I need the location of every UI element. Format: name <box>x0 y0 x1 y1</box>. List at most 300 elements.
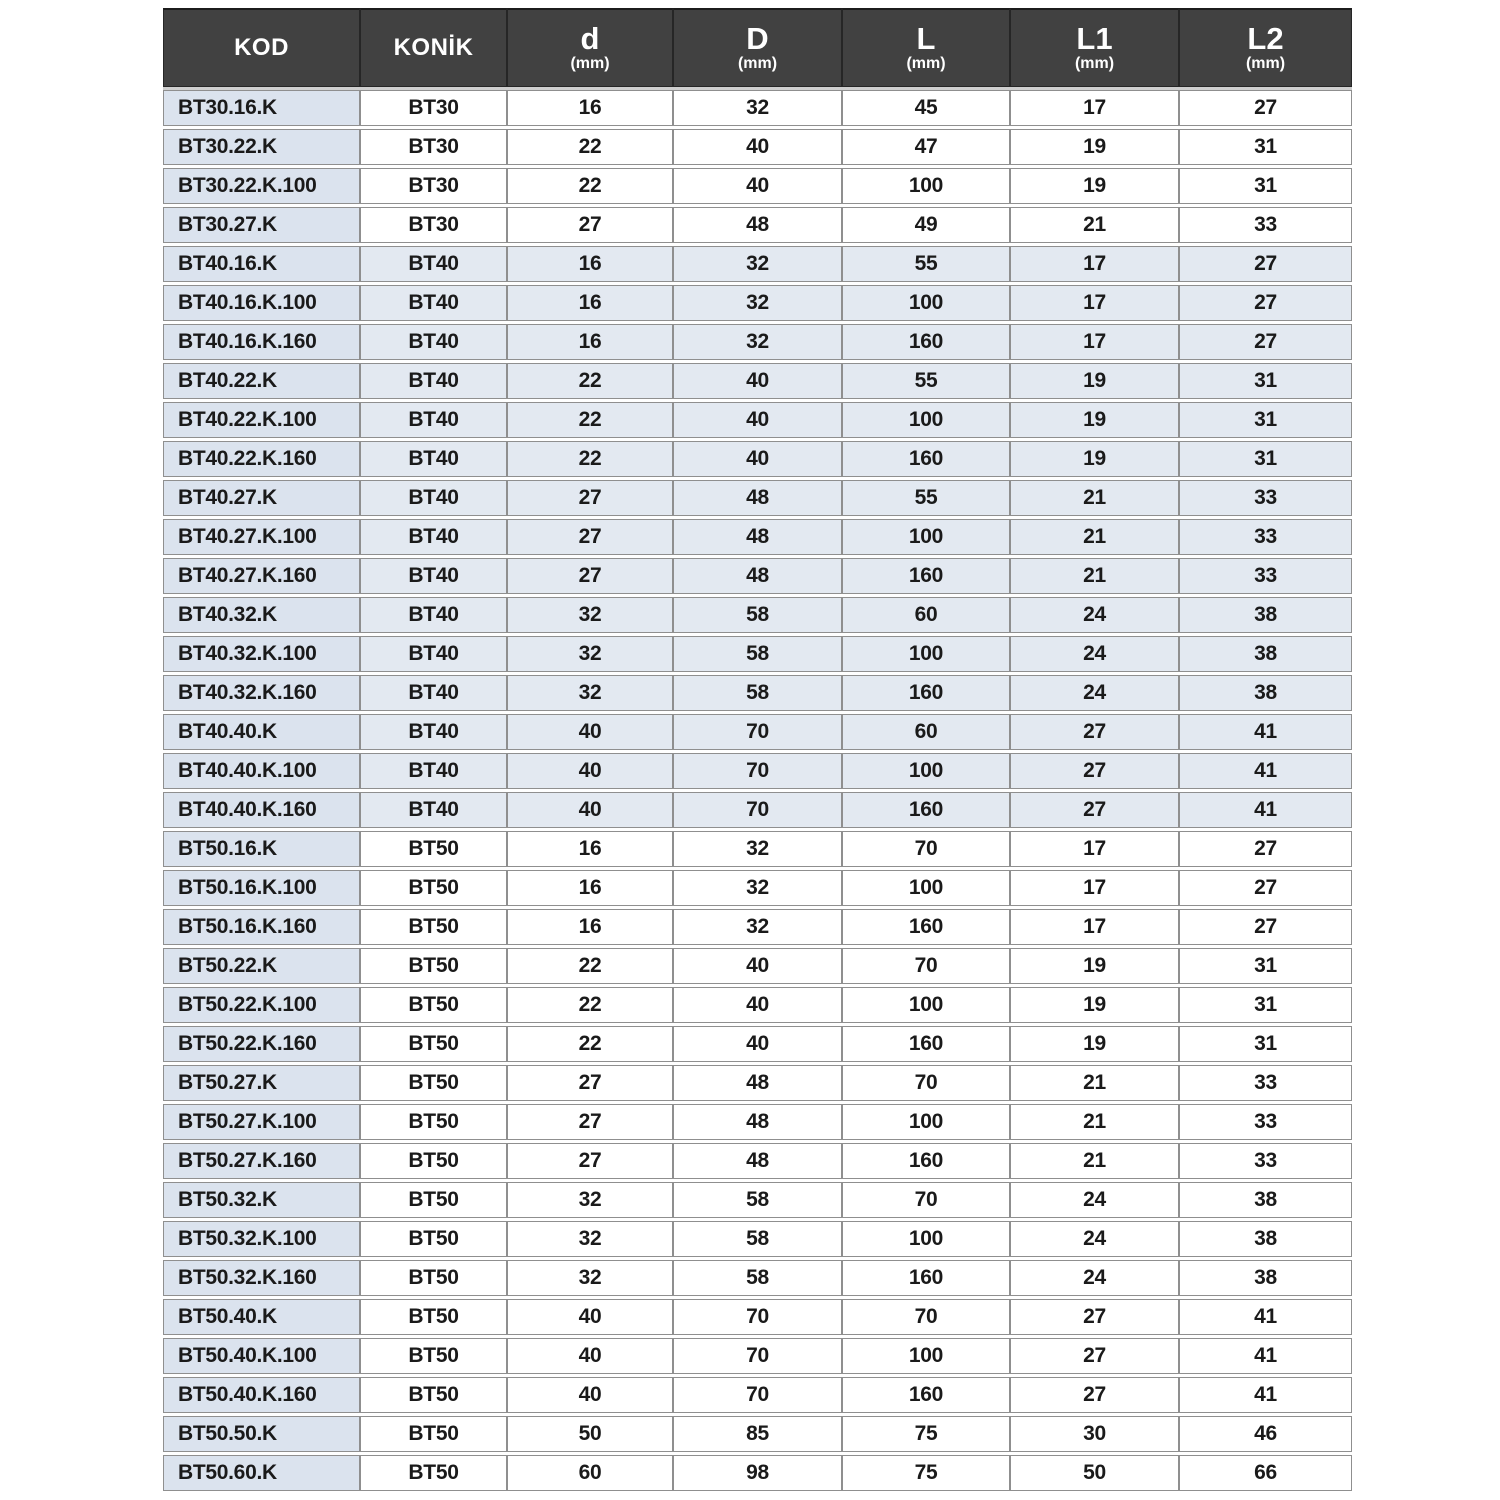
cell-kod: BT40.22.K <box>163 363 360 399</box>
col-header-label: L2 <box>1247 20 1284 56</box>
cell-konik: BT50 <box>360 1221 507 1257</box>
cell-L1: 17 <box>1010 90 1179 126</box>
cell-kod: BT40.32.K.100 <box>163 636 360 672</box>
cell-kod: BT50.40.K.100 <box>163 1338 360 1374</box>
cell-L: 47 <box>842 129 1010 165</box>
cell-d: 40 <box>507 1377 673 1413</box>
cell-L1: 17 <box>1010 324 1179 360</box>
cell-kod: BT50.22.K.160 <box>163 1026 360 1062</box>
cell-L2: 31 <box>1179 129 1352 165</box>
cell-L2: 33 <box>1179 558 1352 594</box>
cell-konik: BT40 <box>360 675 507 711</box>
cell-d: 32 <box>507 636 673 672</box>
cell-L1: 21 <box>1010 1065 1179 1101</box>
cell-L1: 27 <box>1010 1377 1179 1413</box>
cell-kod: BT40.16.K.160 <box>163 324 360 360</box>
cell-D: 40 <box>673 987 842 1023</box>
col-header-label: L1 <box>1076 20 1113 56</box>
cell-kod: BT50.32.K.160 <box>163 1260 360 1296</box>
cell-L2: 27 <box>1179 831 1352 867</box>
cell-D: 70 <box>673 1299 842 1335</box>
cell-kod: BT50.32.K.100 <box>163 1221 360 1257</box>
cell-L: 70 <box>842 1065 1010 1101</box>
cell-L2: 27 <box>1179 909 1352 945</box>
cell-L: 100 <box>842 753 1010 789</box>
cell-kod: BT50.50.K <box>163 1416 360 1452</box>
cell-L: 70 <box>842 831 1010 867</box>
cell-L2: 38 <box>1179 1260 1352 1296</box>
cell-L1: 27 <box>1010 1338 1179 1374</box>
table-row <box>163 558 1352 594</box>
cell-L1: 17 <box>1010 909 1179 945</box>
cell-L1: 21 <box>1010 558 1179 594</box>
cell-d: 40 <box>507 792 673 828</box>
cell-d: 22 <box>507 1026 673 1062</box>
cell-L2: 33 <box>1179 1104 1352 1140</box>
table-row <box>163 675 1352 711</box>
cell-d: 22 <box>507 168 673 204</box>
table-row <box>163 1065 1352 1101</box>
table-row <box>163 1104 1352 1140</box>
table-row <box>163 90 1352 126</box>
cell-D: 48 <box>673 480 842 516</box>
cell-kod: BT50.16.K.160 <box>163 909 360 945</box>
cell-d: 50 <box>507 1416 673 1452</box>
cell-kod: BT50.27.K.100 <box>163 1104 360 1140</box>
cell-L2: 27 <box>1179 285 1352 321</box>
cell-L: 70 <box>842 1182 1010 1218</box>
cell-D: 58 <box>673 1260 842 1296</box>
cell-kod: BT30.27.K <box>163 207 360 243</box>
cell-D: 40 <box>673 441 842 477</box>
cell-L: 45 <box>842 90 1010 126</box>
cell-L: 160 <box>842 1143 1010 1179</box>
cell-L1: 21 <box>1010 207 1179 243</box>
table-row <box>163 909 1352 945</box>
cell-kod: BT40.40.K.100 <box>163 753 360 789</box>
cell-L: 160 <box>842 441 1010 477</box>
cell-D: 48 <box>673 1143 842 1179</box>
table-row <box>163 363 1352 399</box>
cell-kod: BT50.22.K <box>163 948 360 984</box>
cell-L: 100 <box>842 870 1010 906</box>
col-header-unit: (mm) <box>570 54 610 72</box>
cell-L2: 33 <box>1179 1065 1352 1101</box>
cell-d: 40 <box>507 1299 673 1335</box>
table-row <box>163 1182 1352 1218</box>
cell-konik: BT50 <box>360 1182 507 1218</box>
table-row <box>163 129 1352 165</box>
cell-D: 70 <box>673 1338 842 1374</box>
cell-kod: BT50.40.K <box>163 1299 360 1335</box>
cell-kod: BT50.16.K.100 <box>163 870 360 906</box>
cell-konik: BT40 <box>360 753 507 789</box>
cell-konik: BT30 <box>360 90 507 126</box>
table-row <box>163 714 1352 750</box>
cell-konik: BT40 <box>360 285 507 321</box>
cell-d: 27 <box>507 1104 673 1140</box>
cell-D: 48 <box>673 519 842 555</box>
cell-L2: 27 <box>1179 324 1352 360</box>
col-header-label: KOD <box>234 34 289 61</box>
cell-L: 100 <box>842 402 1010 438</box>
cell-D: 58 <box>673 1221 842 1257</box>
cell-kod: BT40.16.K <box>163 246 360 282</box>
cell-kod: BT40.27.K.160 <box>163 558 360 594</box>
table-row <box>163 402 1352 438</box>
cell-konik: BT50 <box>360 1143 507 1179</box>
table-row <box>163 597 1352 633</box>
cell-L1: 24 <box>1010 1221 1179 1257</box>
cell-L2: 46 <box>1179 1416 1352 1452</box>
table-row <box>163 1026 1352 1062</box>
cell-L1: 27 <box>1010 714 1179 750</box>
col-header-unit: (mm) <box>737 54 778 72</box>
cell-L1: 27 <box>1010 792 1179 828</box>
table-row <box>163 753 1352 789</box>
cell-L1: 19 <box>1010 948 1179 984</box>
cell-L2: 41 <box>1179 1338 1352 1374</box>
cell-L2: 31 <box>1179 363 1352 399</box>
cell-konik: BT50 <box>360 1065 507 1101</box>
cell-L1: 19 <box>1010 129 1179 165</box>
cell-D: 48 <box>673 1065 842 1101</box>
cell-kod: BT40.27.K.100 <box>163 519 360 555</box>
cell-konik: BT50 <box>360 1377 507 1413</box>
cell-L2: 41 <box>1179 753 1352 789</box>
table-row <box>163 636 1352 672</box>
cell-L2: 27 <box>1179 870 1352 906</box>
cell-konik: BT50 <box>360 1299 507 1335</box>
cell-D: 32 <box>673 246 842 282</box>
cell-L1: 24 <box>1010 636 1179 672</box>
cell-d: 40 <box>507 714 673 750</box>
cell-L1: 17 <box>1010 285 1179 321</box>
cell-D: 40 <box>673 402 842 438</box>
cell-L2: 33 <box>1179 480 1352 516</box>
cell-L2: 38 <box>1179 675 1352 711</box>
cell-konik: BT40 <box>360 441 507 477</box>
cell-L1: 27 <box>1010 1299 1179 1335</box>
cell-L1: 17 <box>1010 870 1179 906</box>
cell-d: 60 <box>507 1455 673 1491</box>
table-row <box>163 285 1352 321</box>
cell-L: 100 <box>842 1104 1010 1140</box>
cell-d: 16 <box>507 909 673 945</box>
cell-L: 160 <box>842 792 1010 828</box>
cell-L2: 31 <box>1179 402 1352 438</box>
col-header-label: D <box>746 20 769 56</box>
cell-kod: BT30.22.K.100 <box>163 168 360 204</box>
table-row <box>163 870 1352 906</box>
cell-D: 70 <box>673 714 842 750</box>
cell-L1: 24 <box>1010 1260 1179 1296</box>
cell-konik: BT40 <box>360 324 507 360</box>
cell-konik: BT50 <box>360 1260 507 1296</box>
cell-L1: 27 <box>1010 753 1179 789</box>
spec-table <box>163 5 1352 1494</box>
cell-D: 70 <box>673 753 842 789</box>
cell-L1: 19 <box>1010 402 1179 438</box>
col-header-label: d <box>580 20 600 56</box>
cell-L2: 33 <box>1179 207 1352 243</box>
cell-konik: BT50 <box>360 948 507 984</box>
cell-konik: BT40 <box>360 597 507 633</box>
cell-L: 70 <box>842 948 1010 984</box>
cell-d: 27 <box>507 519 673 555</box>
cell-D: 40 <box>673 363 842 399</box>
cell-L1: 19 <box>1010 363 1179 399</box>
cell-konik: BT40 <box>360 246 507 282</box>
table-row <box>163 987 1352 1023</box>
cell-L2: 31 <box>1179 987 1352 1023</box>
cell-d: 16 <box>507 90 673 126</box>
cell-kod: BT50.60.K <box>163 1455 360 1491</box>
cell-kod: BT50.22.K.100 <box>163 987 360 1023</box>
cell-konik: BT40 <box>360 402 507 438</box>
cell-L2: 41 <box>1179 1299 1352 1335</box>
cell-L: 55 <box>842 363 1010 399</box>
cell-D: 32 <box>673 324 842 360</box>
table-row <box>163 1338 1352 1374</box>
cell-D: 32 <box>673 285 842 321</box>
cell-L2: 27 <box>1179 246 1352 282</box>
cell-L: 60 <box>842 714 1010 750</box>
cell-D: 40 <box>673 948 842 984</box>
cell-kod: BT40.32.K.160 <box>163 675 360 711</box>
cell-D: 58 <box>673 675 842 711</box>
cell-D: 40 <box>673 1026 842 1062</box>
cell-d: 16 <box>507 246 673 282</box>
cell-L: 100 <box>842 168 1010 204</box>
col-header-L <box>842 8 1010 87</box>
cell-kod: BT40.22.K.160 <box>163 441 360 477</box>
cell-d: 16 <box>507 324 673 360</box>
cell-L1: 21 <box>1010 519 1179 555</box>
cell-L1: 24 <box>1010 675 1179 711</box>
cell-konik: BT40 <box>360 480 507 516</box>
cell-kod: BT50.32.K <box>163 1182 360 1218</box>
cell-L2: 66 <box>1179 1455 1352 1491</box>
cell-D: 32 <box>673 831 842 867</box>
cell-L2: 33 <box>1179 1143 1352 1179</box>
table-row <box>163 207 1352 243</box>
table-row <box>163 246 1352 282</box>
cell-d: 27 <box>507 1143 673 1179</box>
cell-kod: BT40.22.K.100 <box>163 402 360 438</box>
cell-d: 32 <box>507 1260 673 1296</box>
cell-d: 32 <box>507 597 673 633</box>
cell-kod: BT40.40.K <box>163 714 360 750</box>
cell-d: 27 <box>507 1065 673 1101</box>
table-row <box>163 1455 1352 1491</box>
cell-D: 98 <box>673 1455 842 1491</box>
cell-L: 100 <box>842 1338 1010 1374</box>
table-body <box>163 90 1352 1491</box>
cell-L: 160 <box>842 1026 1010 1062</box>
cell-D: 58 <box>673 1182 842 1218</box>
cell-konik: BT40 <box>360 363 507 399</box>
cell-L1: 21 <box>1010 1143 1179 1179</box>
table-row <box>163 1221 1352 1257</box>
cell-L1: 19 <box>1010 168 1179 204</box>
cell-D: 40 <box>673 168 842 204</box>
col-header-d <box>507 8 673 87</box>
cell-L: 75 <box>842 1416 1010 1452</box>
cell-D: 58 <box>673 636 842 672</box>
cell-D: 85 <box>673 1416 842 1452</box>
cell-L1: 21 <box>1010 1104 1179 1140</box>
cell-d: 27 <box>507 207 673 243</box>
cell-L2: 38 <box>1179 597 1352 633</box>
cell-konik: BT50 <box>360 987 507 1023</box>
cell-D: 32 <box>673 870 842 906</box>
cell-kod: BT50.40.K.160 <box>163 1377 360 1413</box>
cell-konik: BT50 <box>360 831 507 867</box>
cell-konik: BT40 <box>360 792 507 828</box>
table-row <box>163 324 1352 360</box>
cell-kod: BT50.27.K <box>163 1065 360 1101</box>
cell-L1: 17 <box>1010 246 1179 282</box>
cell-D: 32 <box>673 909 842 945</box>
cell-d: 16 <box>507 285 673 321</box>
cell-L1: 30 <box>1010 1416 1179 1452</box>
cell-L: 60 <box>842 597 1010 633</box>
cell-L: 160 <box>842 558 1010 594</box>
cell-L2: 38 <box>1179 636 1352 672</box>
col-header-D <box>673 8 842 87</box>
cell-d: 32 <box>507 1182 673 1218</box>
cell-kod: BT30.16.K <box>163 90 360 126</box>
cell-d: 22 <box>507 402 673 438</box>
cell-L1: 19 <box>1010 987 1179 1023</box>
cell-L: 100 <box>842 987 1010 1023</box>
cell-L: 160 <box>842 1377 1010 1413</box>
cell-d: 27 <box>507 558 673 594</box>
table-row <box>163 948 1352 984</box>
cell-L: 100 <box>842 636 1010 672</box>
cell-D: 70 <box>673 1377 842 1413</box>
cell-L: 160 <box>842 324 1010 360</box>
cell-L2: 31 <box>1179 948 1352 984</box>
table-row <box>163 168 1352 204</box>
cell-D: 58 <box>673 597 842 633</box>
cell-d: 22 <box>507 987 673 1023</box>
header-row <box>163 8 1352 87</box>
cell-L1: 17 <box>1010 831 1179 867</box>
cell-L1: 19 <box>1010 1026 1179 1062</box>
cell-kod: BT40.16.K.100 <box>163 285 360 321</box>
cell-L: 55 <box>842 480 1010 516</box>
col-header-label: L <box>916 20 936 56</box>
cell-D: 40 <box>673 129 842 165</box>
cell-L: 49 <box>842 207 1010 243</box>
cell-d: 22 <box>507 363 673 399</box>
col-header-unit: (mm) <box>906 54 946 72</box>
cell-d: 40 <box>507 1338 673 1374</box>
cell-L2: 31 <box>1179 1026 1352 1062</box>
cell-kod: BT40.32.K <box>163 597 360 633</box>
cell-d: 22 <box>507 129 673 165</box>
cell-L2: 31 <box>1179 168 1352 204</box>
cell-d: 22 <box>507 948 673 984</box>
cell-L: 100 <box>842 285 1010 321</box>
cell-L2: 27 <box>1179 90 1352 126</box>
cell-L1: 19 <box>1010 441 1179 477</box>
cell-L: 75 <box>842 1455 1010 1491</box>
cell-kod: BT40.40.K.160 <box>163 792 360 828</box>
cell-kod: BT30.22.K <box>163 129 360 165</box>
col-header-kod <box>163 8 360 87</box>
col-header-L1 <box>1010 8 1179 87</box>
cell-L2: 41 <box>1179 792 1352 828</box>
cell-L: 160 <box>842 1260 1010 1296</box>
cell-d: 27 <box>507 480 673 516</box>
col-header-unit: (mm) <box>1074 54 1115 72</box>
col-header-L2 <box>1179 8 1352 87</box>
cell-D: 32 <box>673 90 842 126</box>
cell-konik: BT50 <box>360 1338 507 1374</box>
table-row <box>163 1143 1352 1179</box>
cell-konik: BT30 <box>360 129 507 165</box>
cell-L: 100 <box>842 519 1010 555</box>
table-row <box>163 519 1352 555</box>
cell-konik: BT40 <box>360 636 507 672</box>
col-header-unit: (mm) <box>1245 54 1286 72</box>
table-row <box>163 1260 1352 1296</box>
cell-konik: BT50 <box>360 909 507 945</box>
cell-konik: BT40 <box>360 558 507 594</box>
cell-konik: BT30 <box>360 168 507 204</box>
cell-konik: BT40 <box>360 519 507 555</box>
cell-d: 32 <box>507 675 673 711</box>
cell-konik: BT50 <box>360 1455 507 1491</box>
cell-L: 100 <box>842 1221 1010 1257</box>
cell-L2: 31 <box>1179 441 1352 477</box>
col-header-konik <box>360 8 507 87</box>
cell-konik: BT50 <box>360 1416 507 1452</box>
cell-L1: 24 <box>1010 1182 1179 1218</box>
table-row <box>163 1377 1352 1413</box>
cell-L1: 21 <box>1010 480 1179 516</box>
cell-D: 48 <box>673 207 842 243</box>
table-row <box>163 1416 1352 1452</box>
cell-L: 160 <box>842 909 1010 945</box>
table-row <box>163 480 1352 516</box>
col-header-label: KONİK <box>393 34 474 61</box>
cell-d: 32 <box>507 1221 673 1257</box>
cell-d: 40 <box>507 753 673 789</box>
cell-L: 55 <box>842 246 1010 282</box>
cell-konik: BT50 <box>360 1104 507 1140</box>
cell-kod: BT40.27.K <box>163 480 360 516</box>
cell-d: 16 <box>507 831 673 867</box>
cell-konik: BT50 <box>360 1026 507 1062</box>
cell-konik: BT30 <box>360 207 507 243</box>
cell-d: 16 <box>507 870 673 906</box>
cell-d: 22 <box>507 441 673 477</box>
table-row <box>163 441 1352 477</box>
cell-L2: 33 <box>1179 519 1352 555</box>
cell-L: 70 <box>842 1299 1010 1335</box>
cell-L2: 38 <box>1179 1221 1352 1257</box>
table-row <box>163 831 1352 867</box>
table-row <box>163 1299 1352 1335</box>
cell-D: 48 <box>673 558 842 594</box>
cell-konik: BT50 <box>360 870 507 906</box>
cell-D: 70 <box>673 792 842 828</box>
cell-L2: 41 <box>1179 714 1352 750</box>
